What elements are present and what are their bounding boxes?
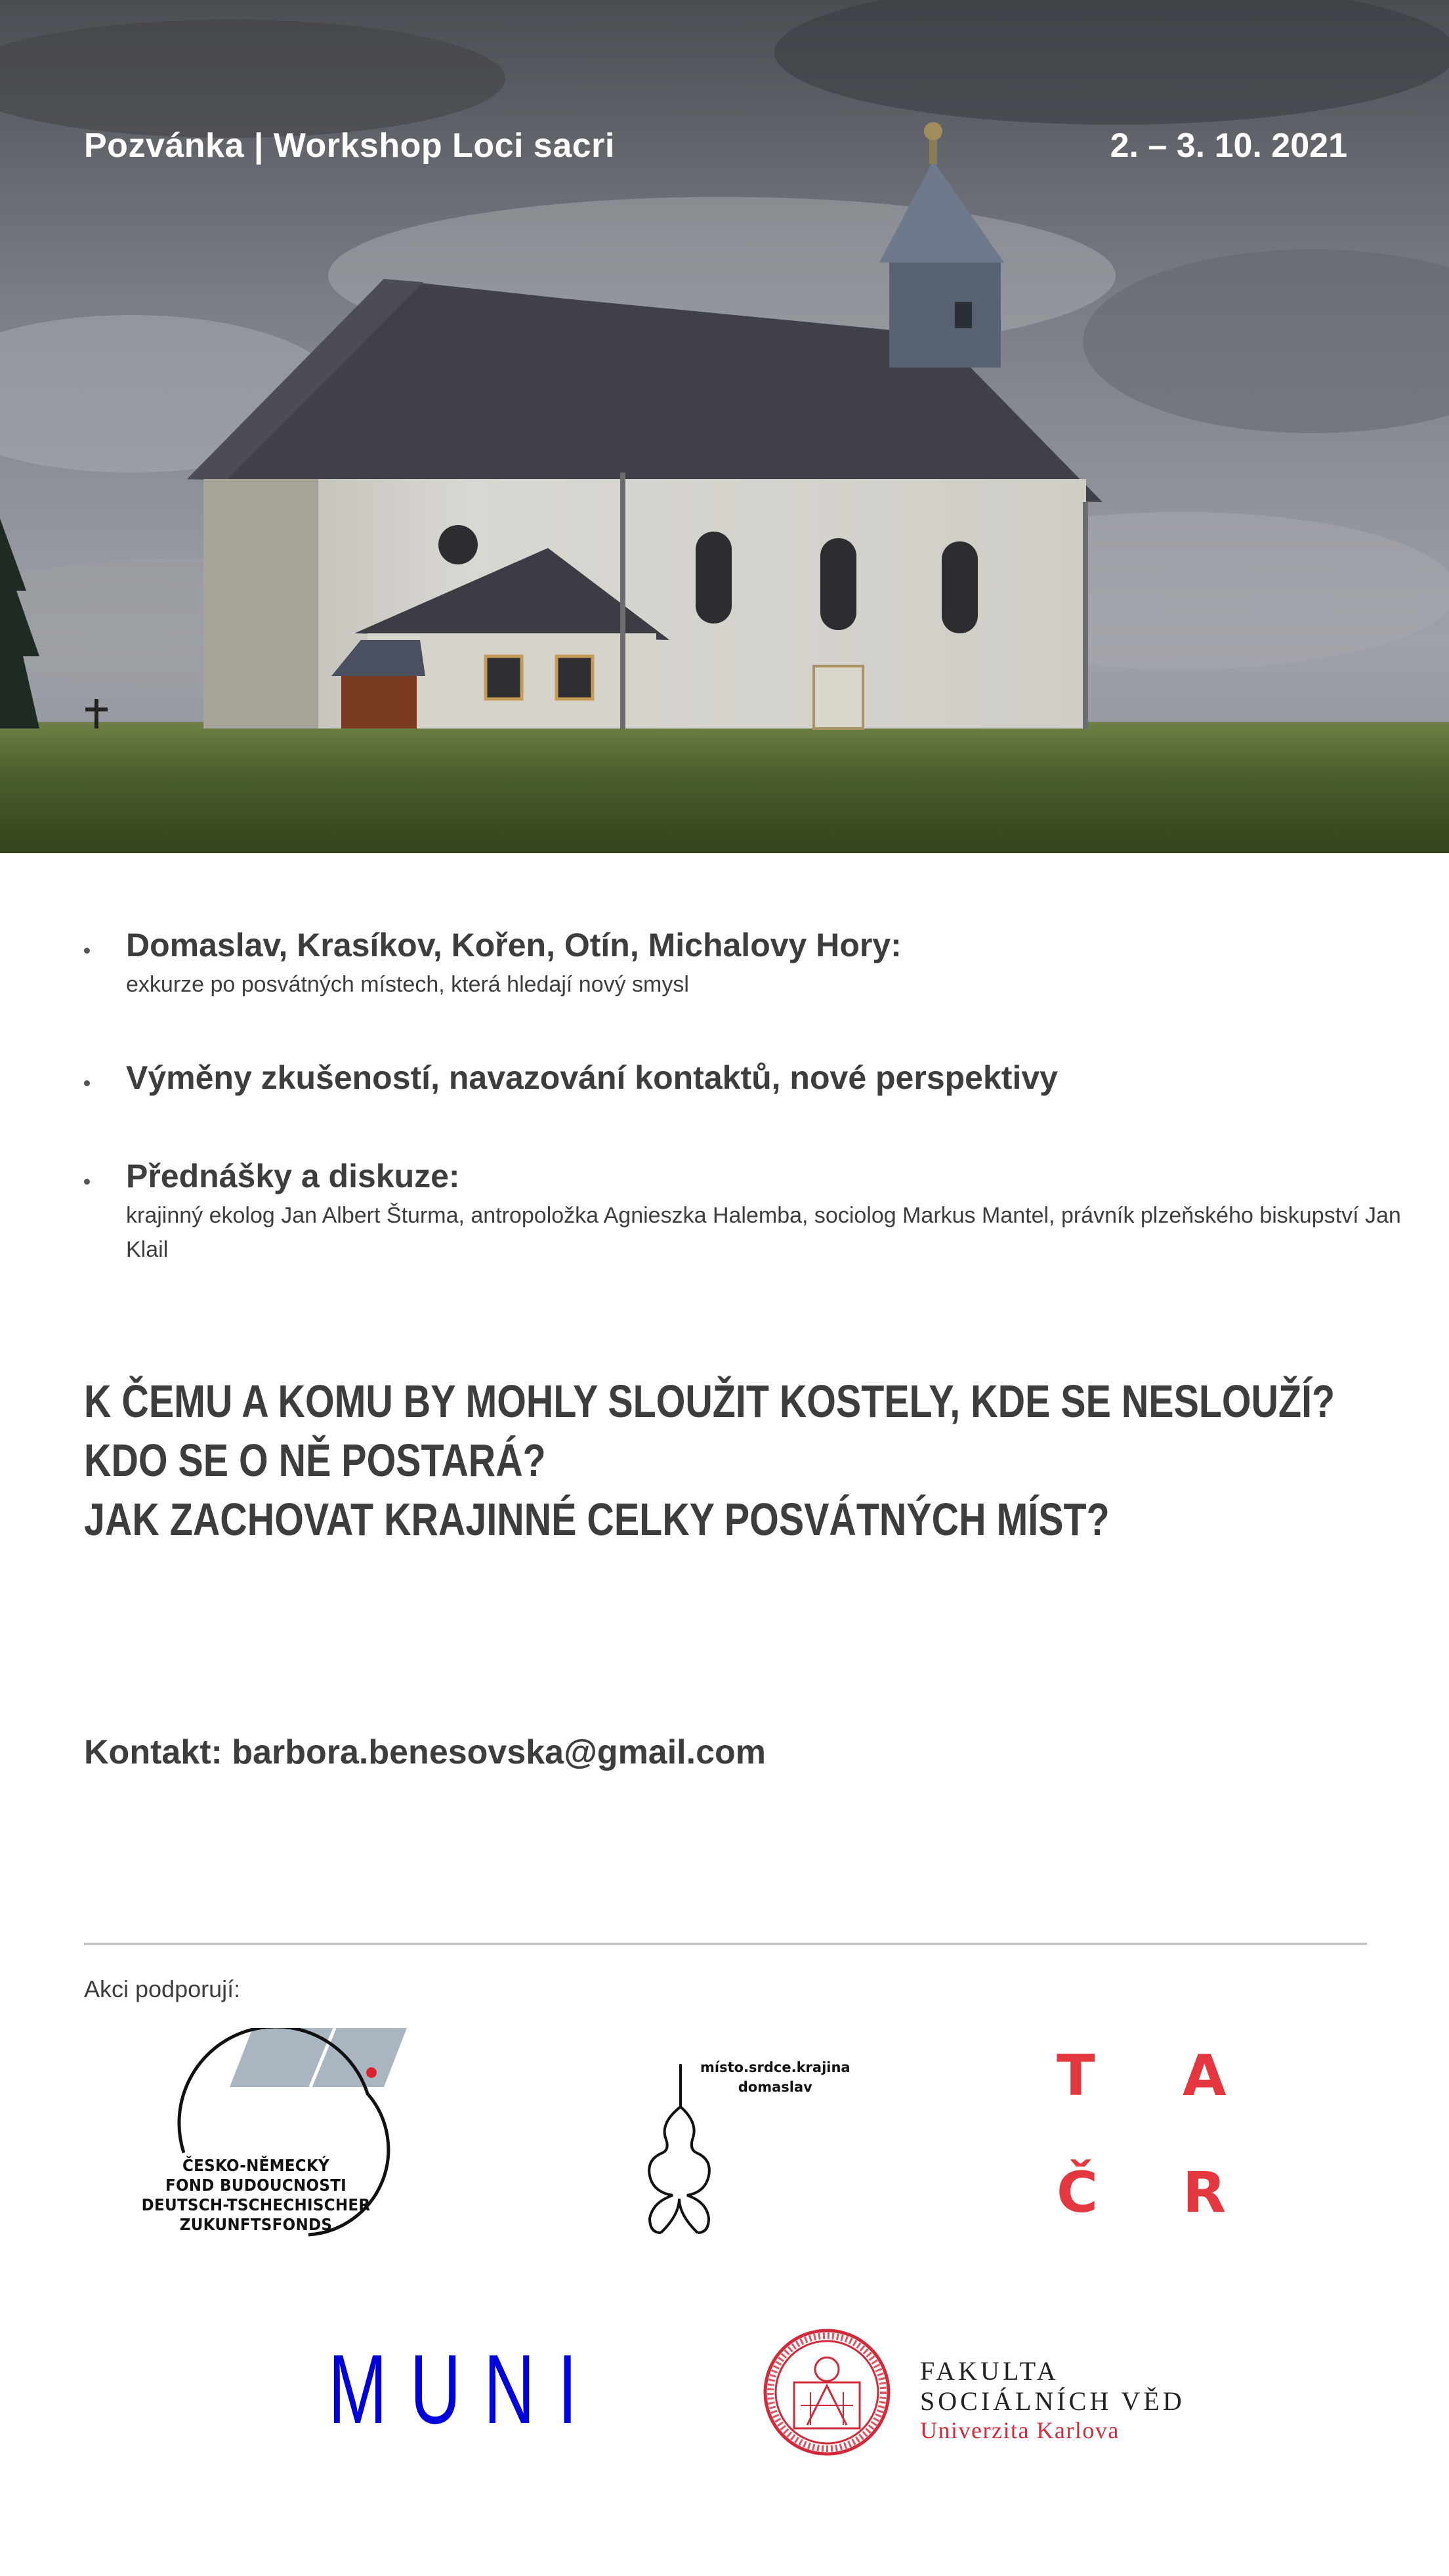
program-item-lectures <box>84 1156 1425 1267</box>
program-item-exchange <box>84 1058 1058 1097</box>
logo-muni <box>328 2334 604 2444</box>
hero-photo <box>0 0 1449 853</box>
program-item-heading: Přednášky a diskuze: <box>126 1158 460 1194</box>
event-date: 2. – 3. 10. 2021 <box>1110 127 1347 165</box>
question-line: KDO SE O NĚ POSTARÁ? <box>84 1435 546 1486</box>
invitation-title: Pozvánka | Workshop Loci sacri <box>84 127 615 165</box>
fund-line: ZUKUNFTSFONDS <box>179 2215 333 2234</box>
logo-fsv-uk <box>761 2327 1260 2458</box>
bullet-dot <box>84 948 90 954</box>
divider <box>84 1943 1367 1945</box>
questions-block <box>84 1372 1396 1549</box>
logo-tacr <box>1057 2035 1253 2231</box>
bullet-dot <box>84 1179 90 1185</box>
program-item-description: exkurze po posvátných místech, která hledají nový smysl <box>126 972 689 997</box>
fund-line: FOND BUDOUCNOSTI <box>165 2176 347 2195</box>
program-item-heading: Výměny zkušeností, navazování kontaktů, nové perspektivy <box>126 1059 1058 1096</box>
program-item-heading: Domaslav, Krasíkov, Kořen, Otín, Michalovy Hory: <box>126 927 902 963</box>
question-line: K ČEMU A KOMU BY MOHLY SLOUŽIT KOSTELY, KDE SE NESLOUŽÍ? <box>84 1376 1335 1427</box>
tacr-letter: R <box>1183 2160 1227 2226</box>
sponsors-label: Akci podporují: <box>84 1975 241 2002</box>
misto-wordmark <box>700 2058 850 2097</box>
fsv-faculty-name <box>920 2356 1185 2417</box>
tacr-letter: A <box>1183 2043 1227 2109</box>
misto-line: místo.srdce.krajina <box>700 2059 850 2075</box>
university-seal-icon <box>761 2327 892 2458</box>
tacr-letter: T <box>1057 2043 1095 2109</box>
fund-line: DEUTSCH-TSCHECHISCHER <box>141 2195 371 2214</box>
fund-wordmark <box>125 2156 387 2235</box>
contact-email[interactable]: Kontakt: barbora.benesovska@gmail.com <box>84 1733 766 1771</box>
program-item-excursions <box>84 925 902 1002</box>
logo-misto-srdce-krajina <box>646 2054 850 2238</box>
program-item-description: krajinný ekolog Jan Albert Šturma, antropoložka Agnieszka Halemba, sociolog Markus Mantel, právník plzeňského biskupství Jan Klail <box>126 1203 1401 1262</box>
fsv-line: FAKULTA <box>920 2356 1059 2386</box>
logo-czech-german-fund <box>125 2028 440 2238</box>
bullet-dot <box>84 1080 90 1086</box>
fsv-university-name: Univerzita Karlova <box>920 2417 1120 2443</box>
question-line: JAK ZACHOVAT KRAJINNÉ CELKY POSVÁTNÝCH MÍST? <box>84 1494 1110 1545</box>
fund-line: ČESKO-NĚMECKÝ <box>182 2156 329 2175</box>
misto-line: domaslav <box>738 2079 812 2095</box>
muni-wordmark: MUNI <box>328 2334 600 2444</box>
fsv-line: SOCIÁLNÍCH VĚD <box>920 2386 1185 2416</box>
tacr-letter: Č <box>1057 2160 1099 2226</box>
